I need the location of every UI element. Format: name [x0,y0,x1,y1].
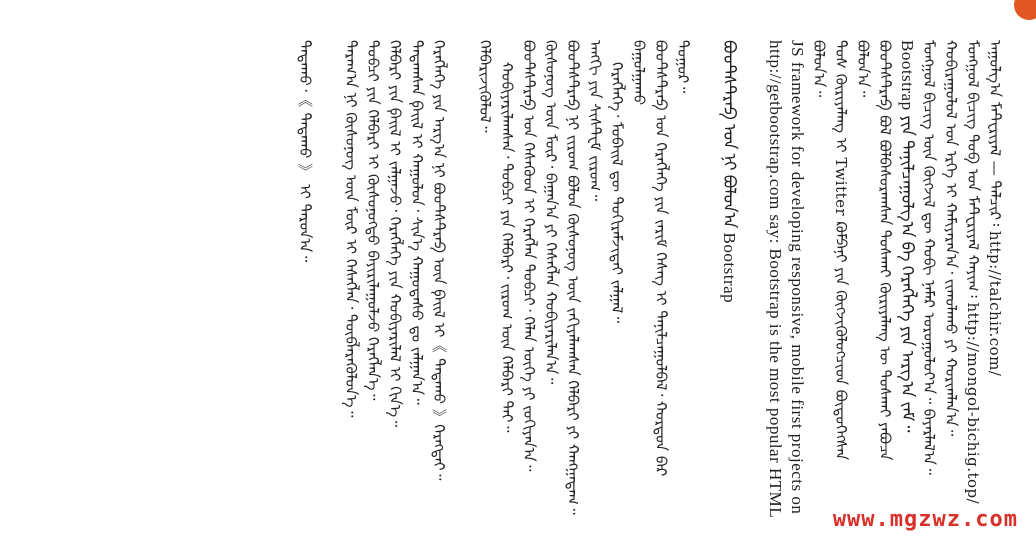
usage-line-3: ᠬᠡᠯᠪᠡᠷᠢ ᠶᠢᠨ ᠹᠠᠢᠯ ᠢ ᠵᠠᠯᠭᠠᠵᠤ᠂ ᠬᠡᠷᠡᠭᠯᠡᠭᠡ ᠶᠢᠨ ᠬᠤᠪᠢᠶᠠᠷᠢᠯᠠᠯ ᠢ ᠬᠢᠨ᠎ᠡ᠃ [386,40,404,428]
features-line-3: ᠬᠡᠷᠡᠭᠯᠡᠭᠡ᠂ ᠮᠣᠪᠠᠢᠯ ᠳᠦ ᠲᠣᠬᠢᠷᠠᠮᠵᠢᠲᠠᠢ ᠵᠠᠯᠭᠠᠯ᠃ [608,62,626,323]
header-block [896,40,1006,520]
features-line-1: ᠲᠣᠭᠤᠷ᠃ [674,40,692,94]
intro-line-4: http://getbootstrap.com say: Bootstrap is the most popular HTML [766,40,785,519]
definition-line: ᠪᠣᠣᠲᠰᠲᠷᠠᠫ ᠤᠨ ᠨᠢ ᠪᠣᠯᠤᠨ᠎ᠠ Bootstrap [720,40,739,304]
features-line-8: ᠬᠤᠪᠢᠶᠠᠷᠢᠯᠠᠭᠰᠠᠨ᠂ ᠲᠣᠪᠴᠢ ᠶᠢᠨ ᠬᠡᠯᠪᠡᠷᠢ᠂ ᠵᠢᠷᠤᠭ ᠦᠨ ᠬᠡᠯᠪᠡᠷᠢ ᠲᠠᠢ᠃ [498,62,516,433]
features-line-5: ᠪᠣᠣᠲᠰᠲᠷᠠᠫ ᠨᠢ ᠵᠢᠷᠤᠭ ᠪᠣᠯᠤᠨ ᠬᠦᠰᠦᠨᠦᠭ ᠦᠨ ᠵᠠᠬᠢᠶᠠᠯᠠᠭᠰᠠᠨ ᠬᠡᠯᠪᠡᠷᠢ ᠶᠢ ᠬᠠᠩᠭᠠᠳᠠᠭ᠃ [564,40,582,515]
features-line-7: ᠪᠣᠣᠲᠰᠲᠷᠠᠫ ᠤᠨ ᠬᠡᠰᠡᠭᠦᠳ ᠢ ᠬᠡᠷᠡᠭᠯᠡᠨ ᠲᠣᠪᠴᠢ᠂ ᠬᠡᠯᠡᠨ ᠦᠭᠡ ᠶᠢ ᠵᠣᠬᠢᠶᠠᠨ᠎ᠠ᠃ [520,40,538,472]
topic-line: Bootstrap ᠶᠢᠨ ᠲᠠᠨᠢᠯᠴᠠᠭᠤᠯᠭ᠎ᠠ ᠪᠠ ᠬᠡᠷᠡᠭᠯᠡᠭᠡ ᠶᠢᠨ ᠠᠷᠭ᠎ᠠ ᠵᠠᠮ᠃ [898,40,917,433]
features-line-6: ᠬᠦᠰᠦᠨᠦᠭ ᠦᠨ ᠮᠥᠷ᠂ ᠪᠠᠭᠠᠨ᠎ᠠ ᠶᠢ ᠬᠡᠰᠡᠭᠯᠡᠨ ᠬᠤᠪᠢᠶᠠᠷᠢᠯᠠᠨ᠎ᠠ᠃ [542,40,560,385]
usage-line-5: ᠲᠠᠷᠠᠭ᠎ᠠ ᠨᠢ ᠬᠦᠰᠦᠨᠦᠭ ᠦᠨ ᠮᠥᠷ ᠢ ᠬᠡᠰᠡᠭᠯᠡᠨ᠂ ᠲᠥᠪᠯᠡᠷᠡᠭᠦᠯᠦᠨ᠎ᠡ᠃ [342,40,360,418]
intro-line-3: JS framework for developing responsive, mobile first projects on [788,40,807,515]
features-line-4: ᠠᠩᠭᠢ ᠶᠢᠨ ᠰᠢᠰᠲ᠋ᠧᠮ ᠵᠢᠷᠤᠭ᠃ [586,40,604,201]
footer-line: ᠲᠠᠲᠠᠬᠤ᠂《 ᠲᠠᠲᠠᠬᠤ 》 ᠢ ᠳᠠᠷᠤᠨ᠎ᠠ᠃ [296,40,314,263]
intro-line-1: ᠪᠣᠣᠲᠰᠲᠷᠠᠫ ᠪᠣᠯ ᠪᠣᠯᠪᠠᠰᠤᠷᠠᠭᠰᠠᠨ ᠲᠤᠰᠬᠠᠢ ᠬᠦᠷᠢᠶᠡᠯᠡᠩ ᠦ ᠲᠤᠰᠬᠠᠢ ᠶᠠᠪᠤᠴᠠ ᠪᠣᠯᠤᠨ᠎ᠠ᠃ [854,40,894,461]
intro-line-2: ᠲᠤᠰ ᠬᠦᠷᠢᠶᠡᠯᠡᠩ ᠢ Twitter ᠺᠣᠮᠫᠠᠨᠢ ᠶᠢᠨ ᠬᠥᠭᠵᠢᠭᠦᠯᠦᠭᠴᠢᠳ ᠪᠦᠲᠦᠭᠡᠭᠰᠡᠨ ᠪᠣᠯᠤᠨ᠎ᠠ᠃ [810,40,850,461]
definition-paragraph [718,40,740,520]
features-line-2: ᠪᠣᠣᠲᠰᠲᠷᠠᠫ ᠤᠨ ᠬᠡᠷᠡᠭᠯᠡᠭᠡ ᠶᠢᠨ ᠵᠠᠷᠢᠮ ᠬᠡᠰᠡᠭ ᠢ ᠲᠠᠨᠢᠯᠴᠠᠭᠤᠯᠪᠠᠯ᠂ ᠬᠤᠷᠳᠤᠨ ᠪᠠᠷ ᠪᠠᠭᠤᠯᠭᠠᠬᠤ [630,40,670,477]
footer-paragraph [294,40,316,520]
intro-paragraph [764,40,896,520]
site-watermark: www.mgzwz.com [832,507,1018,532]
copyright-line: ᠬᠣᠪᠢᠷᠠᠭᠤᠯᠤᠯ ᠤᠨ ᠡᠷᠬᠡ ᠢ ᠬᠠᠮᠢᠶᠠᠷᠠᠨ᠎ᠠ᠂ ᠵᠢᠬᠤᠯᠠᠬᠤ ᠶᠢ ᠬᠣᠷᠢᠭᠯᠠᠨ᠎ᠠ᠃ [942,40,960,437]
features-paragraph [474,40,694,520]
site-line: ᠮᠣᠩᠭᠣᠯ ᠪᠢᠴᠢᠭ ᠲᠣᠪ ᠤᠨ ᠮᠠᠲ᠋ᠧᠷᠢᠶᠠᠯ ᠬᠠᠶᠢᠭ᠄ http://mongol-bichig.top/ [964,40,982,505]
usage-line-2: ᠲᠠᠲᠠᠭᠰᠠᠨ ᠹᠠᠢᠯ ᠢ ᠬᠠᠭᠤᠯᠤᠨ᠂ ᠰᠢᠨ᠎ᠡ ᠬᠠᠭᠤᠳᠠᠰᠤ ᠳᠤ ᠵᠠᠯᠭᠠᠨ᠎ᠠ᠃ [408,40,426,405]
usage-line-4: ᠲᠣᠪᠴᠢ ᠶᠢᠨ ᠬᠡᠯᠪᠡᠷᠢ ᠢ ᠬᠦᠰᠦᠨᠦᠭᠲᠦ ᠪᠠᠶᠢᠷᠢᠯᠠᠭᠤᠯᠵᠤ ᠬᠡᠷᠡᠭᠯᠡᠨ᠎ᠡ᠃ [364,40,382,401]
usage-paragraph [340,40,450,520]
features-line-9: ᠬᠡᠯᠪᠡᠷᠢᠵᠢᠭᠦᠯᠦᠯ᠃ [476,40,494,133]
source-line: ᠠᠭᠤᠯᠭ᠎ᠠ ᠮᠠᠲ᠋ᠧᠷᠢᠶᠠᠯ — ᠲᠠᠯᠴᠢᠷ᠄ http://talchir.com/ [986,40,1004,377]
support-line: ᠮᠣᠩᠭᠣᠯ ᠪᠢᠴᠢᠭ ᠦᠨ ᠬᠥᠭᠵᠢᠯ ᠳᠦ ᠬᠤᠪᠢ ᠨᠡᠮᠡᠷ ᠣᠷᠣᠭᠤᠯᠤᠶ᠎ᠠ᠃ ᠪᠠᠶᠠᠷᠯᠠᠯ᠎ᠠ᠃ [920,40,938,475]
usage-line-1: ᠬᠡᠷᠡᠭᠯᠡᠭᠡ ᠶᠢᠨ ᠠᠷᠭ᠎ᠠ ᠨᠢ ᠪᠣᠣᠲᠰᠲᠷᠠᠫ ᠦᠨ ᠹᠠᠢᠯ ᠢ《 ᠲᠠᠲᠠᠬᠤ 》ᠬᠡᠷᠡᠭᠲᠡᠢ᠃ [430,40,448,481]
